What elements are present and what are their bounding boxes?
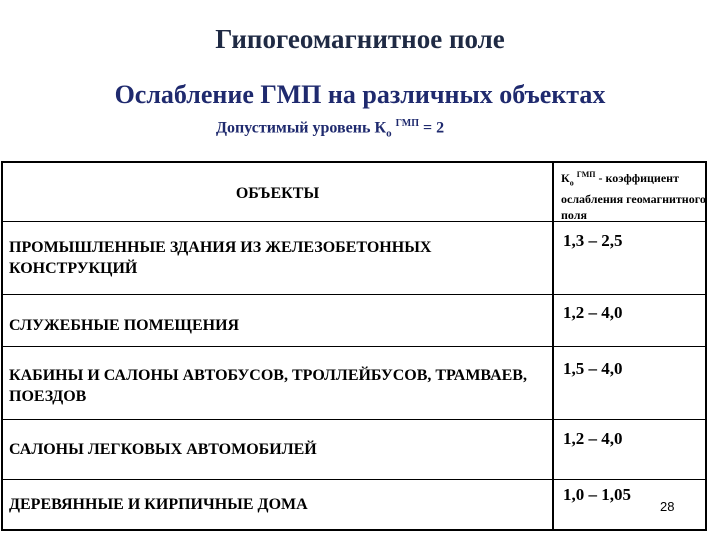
row-value: 1,2 – 4,0	[563, 303, 623, 322]
row-object: ДЕРЕВЯННЫЕ И КИРПИЧНЫЕ ДОМА	[9, 496, 308, 513]
attenuation-table	[1, 161, 707, 531]
row-divider	[3, 346, 705, 347]
header-coefficient	[561, 167, 706, 223]
permissible-level	[216, 118, 444, 140]
row-value: 1,2 – 4,0	[563, 429, 623, 448]
header-coef-text: - коэффициент ослабления геомагнитного поля	[561, 171, 706, 223]
row-object: КАБИНЫ И САЛОНЫ АВТОБУСОВ, ТРОЛЛЕЙБУСОВ, ТРАМВАЕВ, ПОЕЗДОВ	[9, 367, 527, 405]
permissible-level-label: Допустимый уровень	[216, 119, 371, 137]
row-object: САЛОНЫ ЛЕГКОВЫХ АВТОМОБИЛЕЙ	[9, 441, 317, 458]
permissible-level-value: = 2	[423, 119, 445, 137]
slide-title: Гипогеомагнитное поле	[215, 24, 505, 54]
header-objects: ОБЪЕКТЫ	[235, 185, 320, 202]
row-value: 1,5 – 4,0	[563, 359, 623, 378]
header-coef-symbol: К	[561, 171, 570, 185]
row-divider	[3, 294, 705, 295]
row-value: 1,3 – 2,5	[563, 231, 623, 250]
permissible-level-superscript: ГМП	[395, 118, 420, 129]
row-object: СЛУЖЕБНЫЕ ПОМЕЩЕНИЯ	[9, 317, 240, 334]
row-divider	[3, 419, 705, 420]
row-divider	[3, 479, 705, 480]
header-coef-superscript: ГМП	[576, 170, 596, 179]
header-coef-subscript: о	[569, 178, 574, 188]
page-number: 28	[660, 499, 675, 514]
slide-subtitle: Ослабление ГМП на различных объектах	[114, 80, 606, 109]
permissible-level-subscript: о	[386, 127, 392, 140]
row-value: 1,0 – 1,05	[563, 485, 631, 504]
permissible-level-symbol: К	[374, 119, 387, 137]
row-object: ПРОМЫШЛЕННЫЕ ЗДАНИЯ ИЗ ЖЕЛЕЗОБЕТОННЫХ КОНСТРУКЦИЙ	[9, 239, 432, 277]
